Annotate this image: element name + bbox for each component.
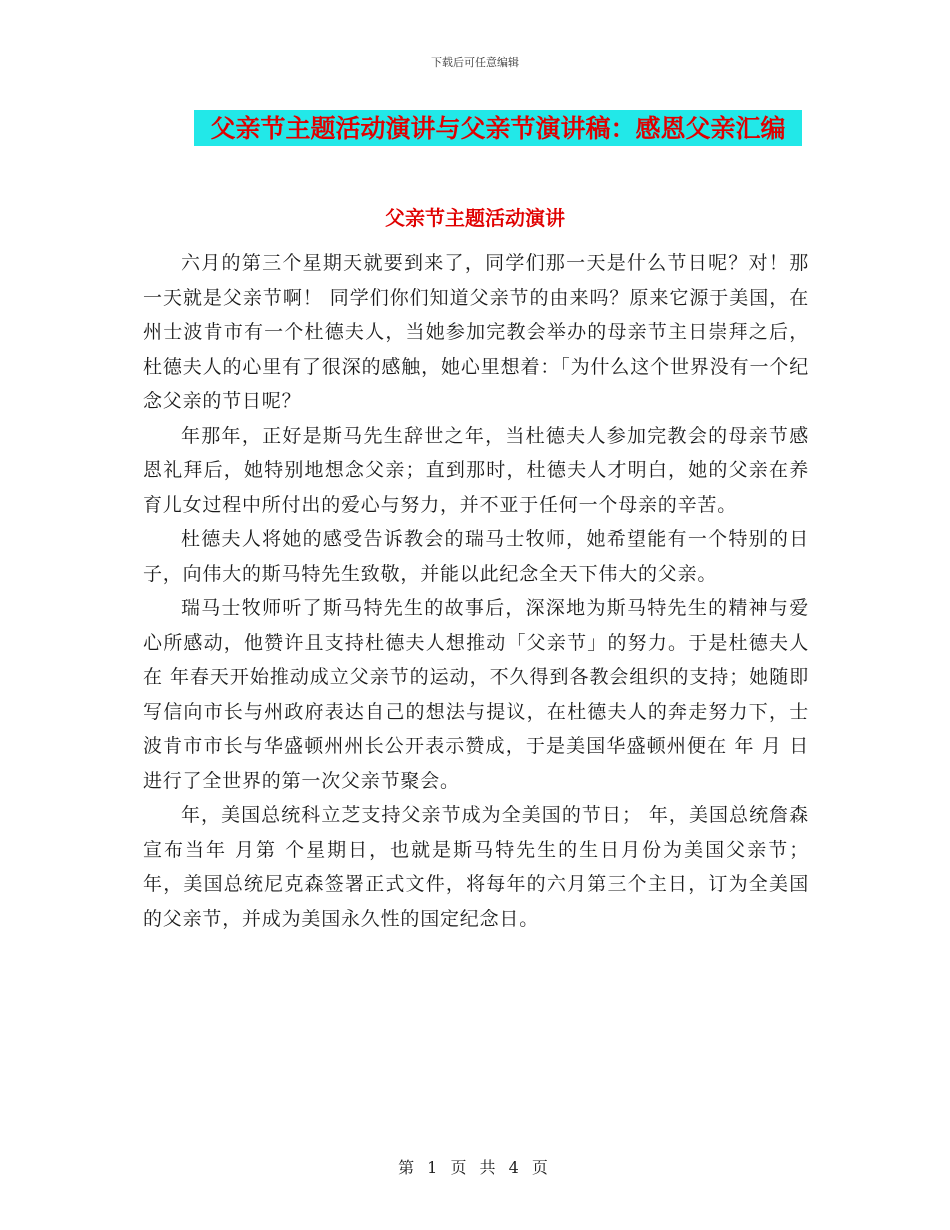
paragraph-4: 瑞马士牧师听了斯马特先生的故事后，深深地为斯马特先生的精神与爱心所感动，他赞许且支持杜德夫人想推动「父亲节」的努力。于是杜德夫人在 年春天开始推动成立父亲节的运动，不久得到各教会组织的支持；她随即写信向市长与州政府表达自己的想法与提议，在杜德夫人的奔走努力下，士波肯市市长与华盛顿州州长公开表示赞成，于是美国华盛顿州便在 年 月 日进行了全世界的第一次父亲节聚会。	[143, 597, 809, 792]
paragraph-2: 年那年，正好是斯马先生辞世之年，当杜德夫人参加完教会的母亲节感恩礼拜后，她特别地想念父亲；直到那时，杜德夫人才明白，她的父亲在养育儿女过程中所付出的爱心与努力，并不亚于任何一个母亲的辛苦。	[143, 424, 809, 516]
section-title: 父亲节主题活动演讲	[385, 206, 565, 230]
page-footer: 第 1 页 共 4 页	[398, 1158, 552, 1177]
paragraph-1: 六月的第三个星期天就要到来了，同学们那一天是什么节日呢？对！那一天就是父亲节啊！ 同学们你们知道父亲节的由来吗？原来它源于美国，在 州士波肯市有一个杜德夫人，当她参加完教会举办的母亲节主日崇拜之后，杜德夫人的心里有了很深的感触，她心里想着：「为什么这个世界没有一个纪念父亲的节日呢？	[143, 252, 809, 412]
body-text	[143, 246, 809, 936]
paragraph-3: 杜德夫人将她的感受告诉教会的瑞马士牧师，她希望能有一个特别的日子，向伟大的斯马特先生致敬，并能以此纪念全天下伟大的父亲。	[143, 528, 809, 585]
paragraph-5: 年，美国总统科立芝支持父亲节成为全美国的节日； 年，美国总统詹森宣布当年 月第 个星期日，也就是斯马特先生的生日月份为美国父亲节； 年，美国总统尼克森签署正式文件，将每年的六月第三个主日，订为全美国的父亲节，并成为美国永久性的国定纪念日。	[143, 804, 809, 930]
document-title: 父亲节主题活动演讲与父亲节演讲稿：感恩父亲汇编	[210, 114, 786, 143]
page-header-note: 下载后可任意编辑	[431, 56, 519, 69]
